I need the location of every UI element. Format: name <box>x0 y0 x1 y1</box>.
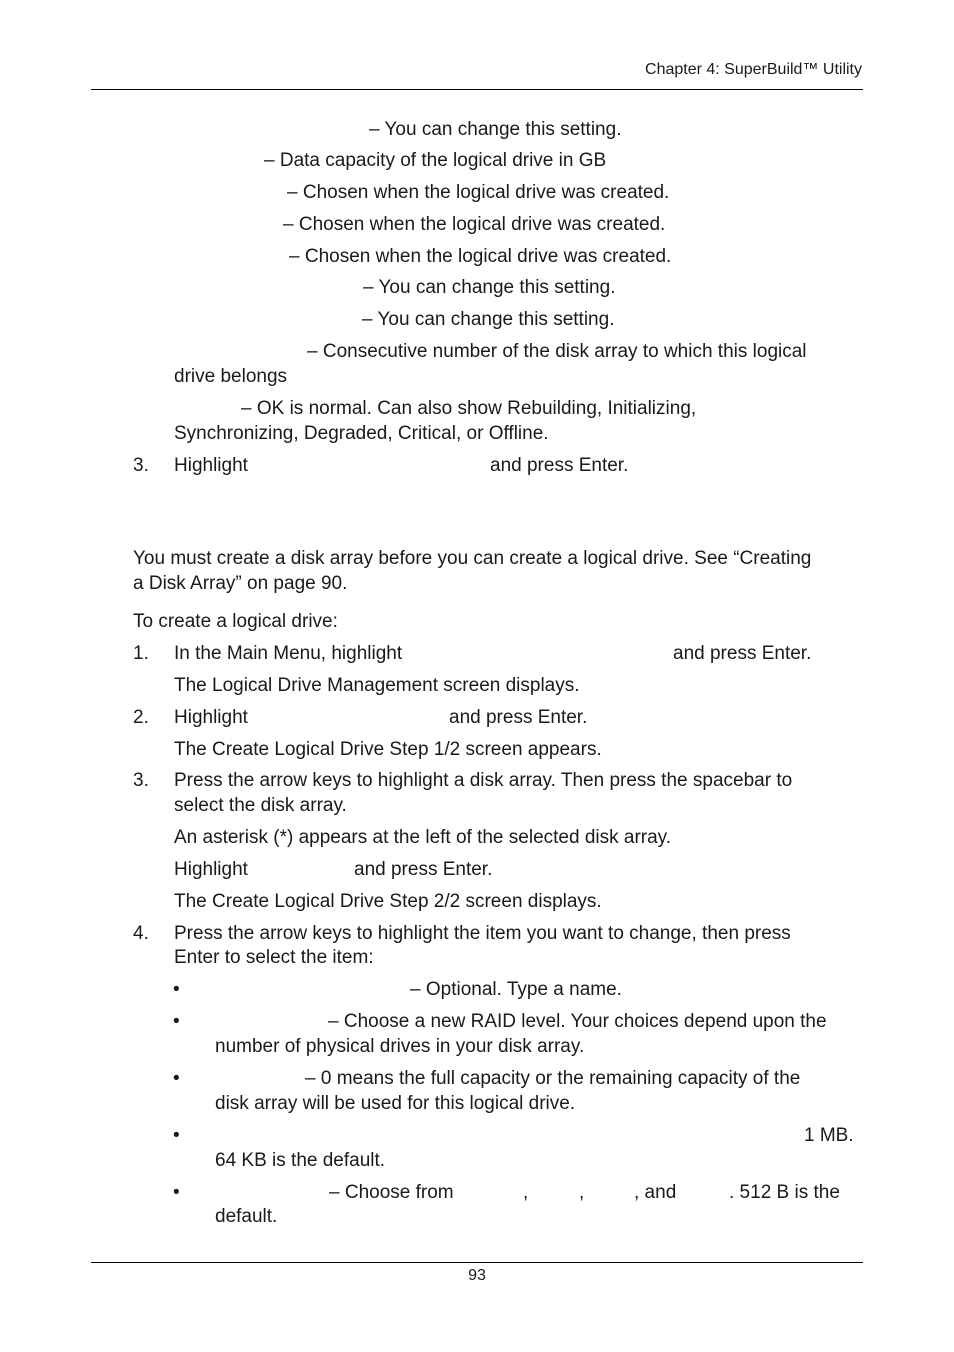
bullet-text-cont: default. <box>215 1206 278 1227</box>
bullet-text-cont: 64 KB is the default. <box>215 1150 386 1171</box>
bullet-icon: • <box>173 1125 180 1146</box>
field-desc-8-cont: drive belongs <box>174 366 288 387</box>
intro-paragraph-cont: a Disk Array” on page 90. <box>133 573 348 594</box>
bullet-icon: • <box>173 1182 180 1203</box>
step-result: The Logical Drive Management screen displays. <box>174 675 580 696</box>
step-number: 1. <box>133 643 149 664</box>
field-desc-8: – Consecutive number of the disk array to which this logical <box>307 341 807 362</box>
bullet-text-cont: number of physical drives in your disk array. <box>215 1036 585 1057</box>
step-text: and press Enter. <box>490 455 629 476</box>
field-desc-9: – OK is normal. Can also show Rebuilding, Initializing, <box>241 398 697 419</box>
field-desc-1: – You can change this setting. <box>369 119 622 140</box>
step-text: and press Enter. <box>449 707 588 728</box>
field-desc-7: – You can change this setting. <box>362 309 615 330</box>
bullet-text: – Optional. Type a name. <box>410 979 622 1000</box>
bullet-icon: • <box>173 1011 180 1032</box>
step-text: Highlight <box>174 455 248 476</box>
step-result: The Create Logical Drive Step 1/2 screen appears. <box>174 739 602 760</box>
intro-paragraph: You must create a disk array before you can create a logical drive. See “Creating <box>133 548 812 569</box>
step-text: Press the arrow keys to highlight a disk array. Then press the spacebar to <box>174 770 793 791</box>
bullet-text: – Choose from <box>329 1182 454 1203</box>
step-text: In the Main Menu, highlight <box>174 643 403 664</box>
step-text: Highlight <box>174 859 248 880</box>
field-desc-6: – You can change this setting. <box>363 277 616 298</box>
bullet-text: , <box>579 1182 585 1203</box>
bullet-icon: • <box>173 1068 180 1089</box>
step-number: 2. <box>133 707 149 728</box>
field-desc-4: – Chosen when the logical drive was created. <box>283 214 666 235</box>
step-text: Press the arrow keys to highlight the item you want to change, then press <box>174 923 791 944</box>
procedure-lead: To create a logical drive: <box>133 611 338 632</box>
step-result: The Create Logical Drive Step 2/2 screen displays. <box>174 891 602 912</box>
bullet-text: – 0 means the full capacity or the remaining capacity of the <box>305 1068 801 1089</box>
running-header: Chapter 4: SuperBuild™ Utility <box>645 61 862 78</box>
step-text: Highlight <box>174 707 248 728</box>
step-number: 3. <box>133 455 149 476</box>
bullet-text-cont: disk array will be used for this logical drive. <box>215 1093 576 1114</box>
field-desc-9-cont: Synchronizing, Degraded, Critical, or Offline. <box>174 423 549 444</box>
bullet-text: , <box>523 1182 529 1203</box>
field-desc-3: – Chosen when the logical drive was created. <box>287 182 670 203</box>
field-desc-5: – Chosen when the logical drive was created. <box>289 246 672 267</box>
field-desc-2: – Data capacity of the logical drive in GB <box>264 150 607 171</box>
step-text-cont: select the disk array. <box>174 795 347 816</box>
step-text-cont: Enter to select the item: <box>174 947 374 968</box>
step-text: and press Enter. <box>354 859 493 880</box>
page-number: 93 <box>468 1267 486 1284</box>
header-rule <box>91 89 863 90</box>
bullet-text: , and <box>634 1182 677 1203</box>
step-text: and press Enter. <box>673 643 812 664</box>
bullet-text: . 512 B is the <box>729 1182 840 1203</box>
step-number: 3. <box>133 770 149 791</box>
bullet-text: 1 MB. <box>804 1125 854 1146</box>
footer-rule <box>91 1262 863 1263</box>
step-note: An asterisk (*) appears at the left of the selected disk array. <box>174 827 672 848</box>
bullet-icon: • <box>173 979 180 1000</box>
bullet-text: – Choose a new RAID level. Your choices depend upon the <box>328 1011 827 1032</box>
step-number: 4. <box>133 923 149 944</box>
